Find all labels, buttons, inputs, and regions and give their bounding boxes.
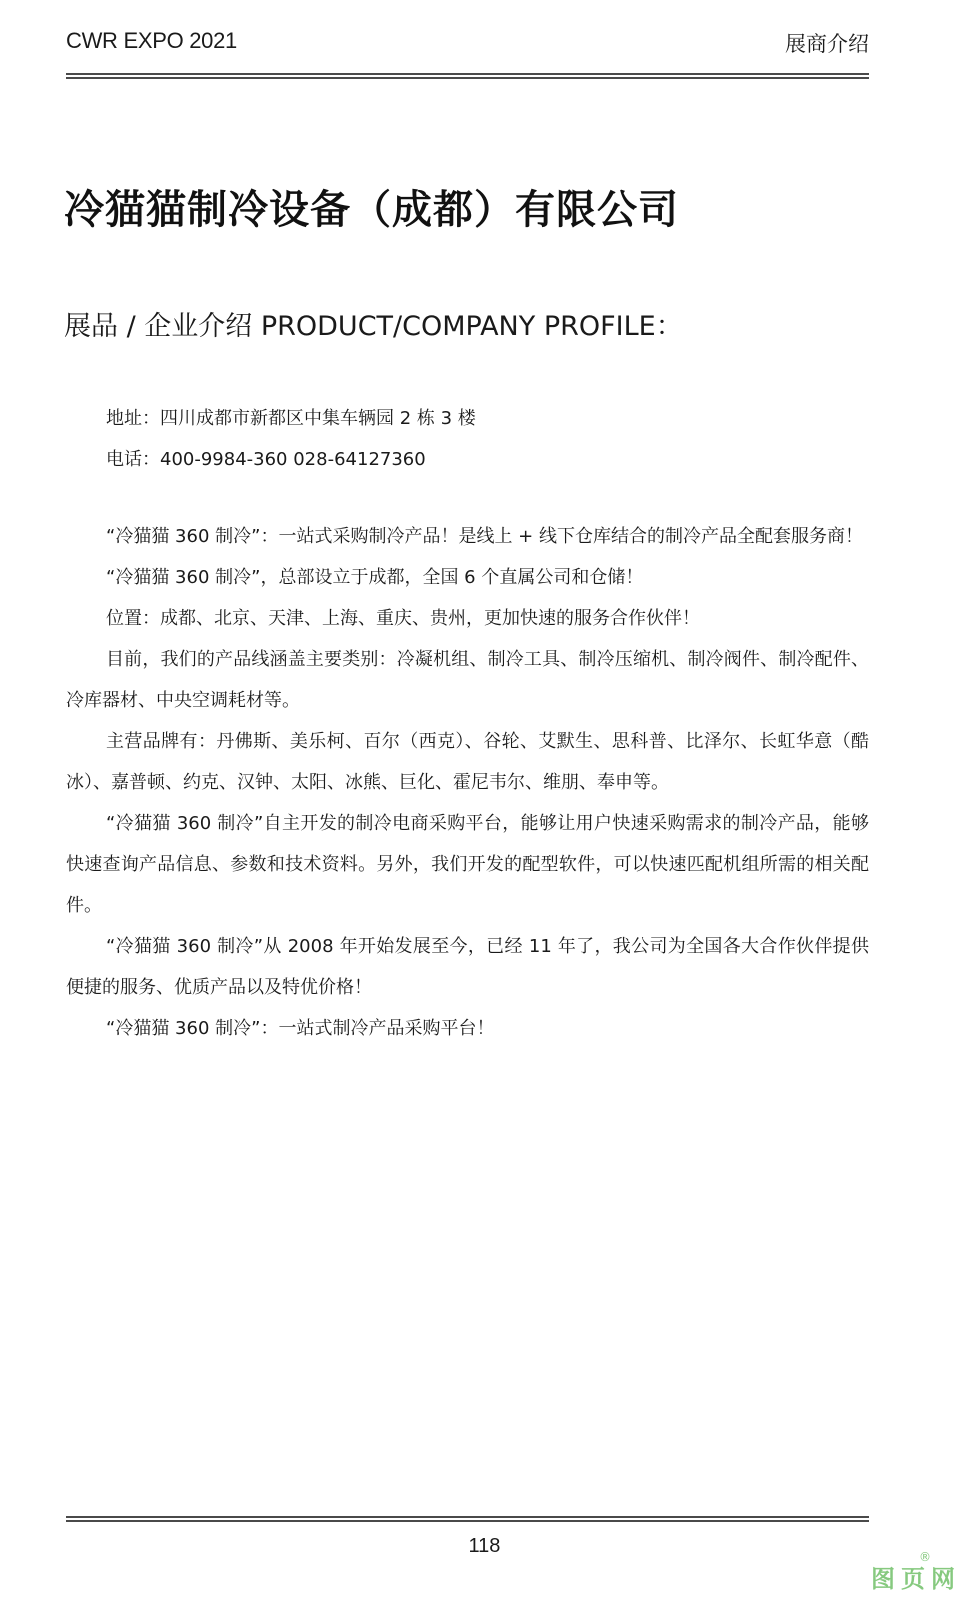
body-paragraph: “冷猫猫 360 制冷”：一站式采购制冷产品！是线上 + 线下仓库结合的制冷产品全配套服务商！: [106, 526, 863, 547]
body-paragraph: 位置：成都、北京、天津、上海、重庆、贵州，更加快速的服务合作伙伴！: [106, 608, 700, 629]
section-heading: 展品 / 企业介绍 PRODUCT/COMPANY PROFILE：: [64, 311, 683, 342]
body-paragraph: “冷猫猫 360 制冷”，总部设立于成都，全国 6 个直属公司和仓储！: [106, 567, 644, 588]
body-paragraph: 目前，我们的产品线涵盖主要类别：冷凝机组、制冷工具、制冷压缩机、制冷阀件、制冷配件、冷库器材、中央空调耗材等。: [66, 649, 869, 711]
header-divider: [66, 73, 869, 79]
page-number: 118: [468, 1535, 501, 1557]
company-title: 冷猫猫制冷设备（成都）有限公司: [64, 187, 679, 233]
body-paragraph: “冷猫猫 360 制冷”从 2008 年开始发展至今，已经 11 年了，我公司为全国各大合作伙伴提供便捷的服务、优质产品以及特优价格！: [66, 936, 869, 998]
profile-body: [66, 516, 869, 1049]
watermark-logo: 图页网: [871, 1565, 961, 1593]
contact-address: 地址：四川成都市新都区中集车辆园 2 栋 3 楼: [106, 408, 476, 429]
body-paragraph: 主营品牌有：丹佛斯、美乐柯、百尔（西克）、谷轮、艾默生、思科普、比泽尔、长虹华意（酷冰）、嘉普顿、约克、汉钟、太阳、冰熊、巨化、霍尼韦尔、维朋、奉申等。: [66, 731, 869, 793]
watermark-registered-mark: ®: [919, 1550, 931, 1564]
contact-block: [106, 398, 476, 480]
header-section-name: 展商介绍: [785, 32, 869, 56]
header-expo-name: CWR EXPO 2021: [66, 28, 237, 53]
body-paragraph: “冷猫猫 360 制冷”自主开发的制冷电商采购平台，能够让用户快速采购需求的制冷产品，能够快速查询产品信息、参数和技术资料。另外，我们开发的配型软件，可以快速匹配机组所需的相关配件。: [66, 813, 869, 916]
contact-phone: 电话：400-9984-360 028-64127360: [106, 449, 426, 470]
footer-divider: [66, 1516, 869, 1522]
body-paragraph: “冷猫猫 360 制冷”：一站式制冷产品采购平台！: [106, 1018, 495, 1039]
